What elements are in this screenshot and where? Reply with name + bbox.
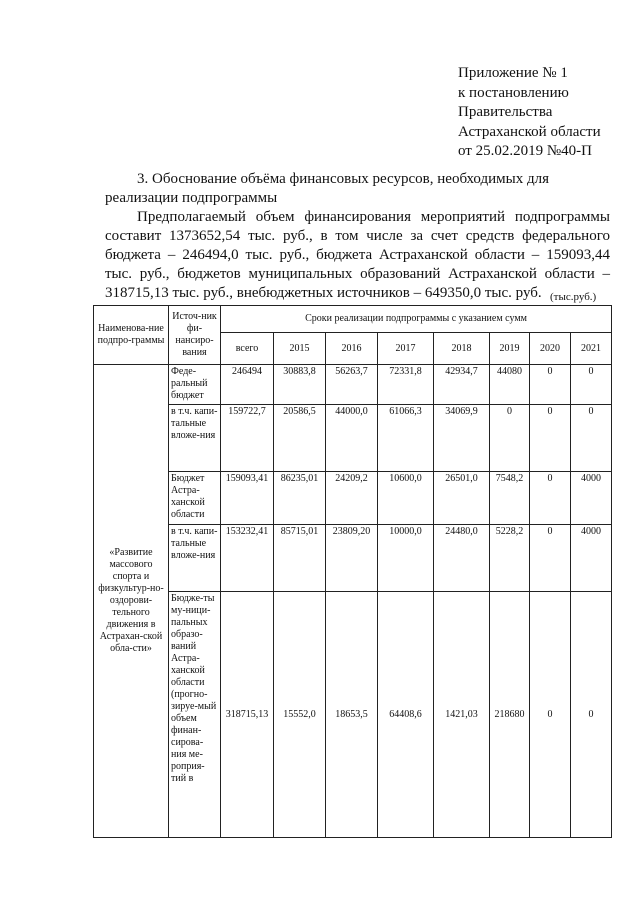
header-year: 2017 bbox=[378, 333, 434, 365]
table-row bbox=[94, 365, 612, 405]
cell-value: 4000 bbox=[571, 525, 612, 592]
row-source: Бюдже-ты му-ници-пальных образо-ваний Астра-ханской области (прогно-зируе-мый объем финан-сирова-ния ме-роприя-тий в bbox=[169, 592, 221, 838]
cell-value: 159093,41 bbox=[221, 472, 274, 525]
cell-value: 23809,20 bbox=[326, 525, 378, 592]
cell-value: 318715,13 bbox=[221, 592, 274, 838]
cell-value: 24209,2 bbox=[326, 472, 378, 525]
table-row bbox=[94, 525, 612, 592]
header-year: 2018 bbox=[434, 333, 490, 365]
header-year: 2020 bbox=[530, 333, 571, 365]
cell-value: 0 bbox=[530, 365, 571, 405]
appendix-line: от 25.02.2019 №40-П bbox=[458, 143, 592, 159]
cell-value: 10600,0 bbox=[378, 472, 434, 525]
cell-value: 0 bbox=[571, 365, 612, 405]
cell-value: 24480,0 bbox=[434, 525, 490, 592]
cell-value: 56263,7 bbox=[326, 365, 378, 405]
cell-value: 15552,0 bbox=[274, 592, 326, 838]
cell-value: 0 bbox=[530, 525, 571, 592]
table-row bbox=[94, 405, 612, 472]
cell-value: 159722,7 bbox=[221, 405, 274, 472]
funding-paragraph: Предполагаемый объем финансирования мероприятий подпрограммы составит 1373652,54 тыс. руб., в том числе за счет средств федерального бюджета – 246494,0 тыс. руб., бюджета Астраханской области – 159093,44 тыс. руб., бюджетов муниципальных образований Астраханской области – 318715,13 тыс. руб., внебюджетных источников – 649350,0 тыс. руб. bbox=[105, 209, 610, 301]
cell-value: 30883,8 bbox=[274, 365, 326, 405]
cell-value: 72331,8 bbox=[378, 365, 434, 405]
cell-value: 10000,0 bbox=[378, 525, 434, 592]
row-source: Феде-ральный бюджет bbox=[169, 365, 221, 405]
header-year: 2019 bbox=[490, 333, 530, 365]
cell-value: 0 bbox=[530, 405, 571, 472]
table-row bbox=[94, 472, 612, 525]
cell-value: 86235,01 bbox=[274, 472, 326, 525]
cell-value: 4000 bbox=[571, 472, 612, 525]
funding-table bbox=[93, 305, 612, 838]
cell-value: 1421,03 bbox=[434, 592, 490, 838]
cell-value: 26501,0 bbox=[434, 472, 490, 525]
cell-value: 246494 bbox=[221, 365, 274, 405]
cell-value: 0 bbox=[530, 472, 571, 525]
program-name: «Развитие массового спорта и физкультур-но-оздорови-тельного движения в Астрахан-ской обла-сти» bbox=[94, 365, 169, 838]
cell-value: 5228,2 bbox=[490, 525, 530, 592]
cell-value: 20586,5 bbox=[274, 405, 326, 472]
cell-value: 218680 bbox=[490, 592, 530, 838]
cell-value: 44080 bbox=[490, 365, 530, 405]
row-source: в т.ч. капи-тальные вложе-ния bbox=[169, 405, 221, 472]
cell-value: 0 bbox=[490, 405, 530, 472]
appendix-line: Приложение № 1 bbox=[458, 65, 568, 81]
header-program-name: Наименова-ние подпро-граммы bbox=[94, 306, 169, 365]
row-source: в т.ч. капи-тальные вложе-ния bbox=[169, 525, 221, 592]
cell-value: 18653,5 bbox=[326, 592, 378, 838]
header-terms: Сроки реализации подпрограммы с указанием сумм bbox=[221, 306, 612, 333]
cell-value: 42934,7 bbox=[434, 365, 490, 405]
cell-value: 0 bbox=[530, 592, 571, 838]
cell-value: 44000,0 bbox=[326, 405, 378, 472]
cell-value: 153232,41 bbox=[221, 525, 274, 592]
header-year: всего bbox=[221, 333, 274, 365]
cell-value: 0 bbox=[571, 405, 612, 472]
section-heading: 3. Обоснование объёма финансовых ресурсов, необходимых для реализации подпрограммы bbox=[105, 171, 549, 206]
appendix-line: Правительства bbox=[458, 104, 553, 120]
appendix-line: к постановлению bbox=[458, 84, 569, 101]
header-year: 2015 bbox=[274, 333, 326, 365]
row-source: Бюджет Астра-ханской области bbox=[169, 472, 221, 525]
cell-value: 64408,6 bbox=[378, 592, 434, 838]
header-year: 2016 bbox=[326, 333, 378, 365]
cell-value: 34069,9 bbox=[434, 405, 490, 472]
cell-value: 7548,2 bbox=[490, 472, 530, 525]
table-row bbox=[94, 592, 612, 838]
unit-label: (тыс.руб.) bbox=[550, 291, 597, 303]
appendix-block bbox=[458, 64, 633, 162]
cell-value: 85715,01 bbox=[274, 525, 326, 592]
appendix-line: Астраханской области bbox=[458, 123, 601, 140]
cell-value: 0 bbox=[571, 592, 612, 838]
cell-value: 61066,3 bbox=[378, 405, 434, 472]
header-year: 2021 bbox=[571, 333, 612, 365]
header-source: Источ-ник фи-нансиро-вания bbox=[169, 306, 221, 365]
